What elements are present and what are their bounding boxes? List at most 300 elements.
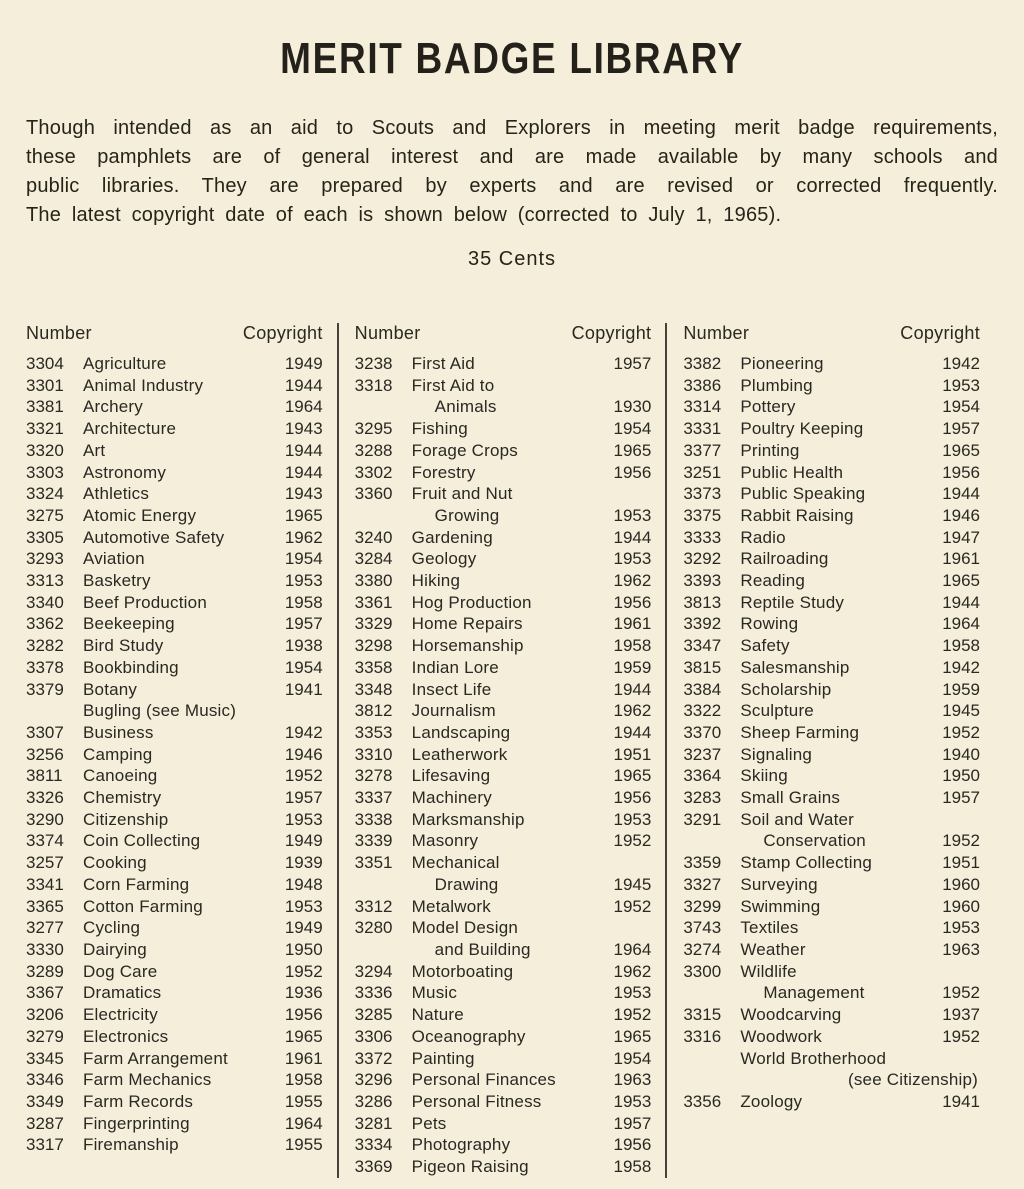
copyright-year: 1937: [942, 1005, 981, 1025]
table-row: [683, 896, 980, 918]
copyright-year: 1965: [284, 505, 323, 525]
badge-number: 3284: [354, 549, 393, 569]
table-row: [26, 830, 323, 852]
badge-number: 3275: [26, 505, 64, 525]
copyright-year: 1952: [613, 831, 652, 851]
copyright-year: 1944: [613, 679, 652, 699]
table-row: [683, 462, 980, 484]
badge-number: 3257: [26, 853, 64, 873]
badge-name: Safety: [740, 636, 790, 656]
table-row: [26, 896, 323, 918]
table-row: [26, 353, 323, 375]
table-row: [26, 505, 323, 527]
copyright-year: [938, 809, 980, 831]
badge-number: 3298: [354, 636, 393, 656]
badge-name: Lifesaving: [411, 766, 491, 786]
table-row: [26, 852, 323, 874]
badge-name: Personal Finances: [411, 1070, 556, 1090]
table-row: [355, 982, 652, 1004]
badge-number: 3283: [683, 788, 722, 808]
table-row: [355, 744, 652, 766]
badge-number: 3281: [354, 1113, 393, 1133]
badge-number: 3322: [683, 701, 722, 721]
copyright-year: 1950: [284, 939, 323, 959]
copyright-year: 1944: [284, 440, 323, 460]
copyright-year: 1953: [942, 918, 981, 938]
badge-name: Radio: [740, 527, 786, 547]
badge-name: Chemistry: [83, 788, 162, 808]
copyright-year: [938, 961, 980, 983]
badge-name: Woodwork: [740, 1026, 822, 1046]
copyright-year: 1958: [613, 1157, 652, 1177]
badge-number: 3312: [354, 896, 393, 916]
badge-name: Astronomy: [83, 462, 167, 482]
badge-number: 3333: [683, 527, 722, 547]
badge-number: 3291: [683, 809, 722, 829]
table-row: [355, 613, 652, 635]
copyright-year: 1944: [942, 592, 981, 612]
badge-number: 3336: [354, 983, 393, 1003]
copyright-year: 1957: [613, 1113, 652, 1133]
copyright-year: 1964: [942, 614, 981, 634]
copyright-year: 1948: [284, 874, 323, 894]
copyright-year: 1957: [613, 354, 652, 373]
table-row: [355, 505, 652, 527]
copyright-year: 1962: [284, 527, 323, 547]
copyright-year: 1953: [284, 809, 323, 829]
badge-name: Sculpture: [740, 701, 814, 721]
copyright-year: 1965: [942, 571, 981, 591]
badge-number: 3301: [26, 375, 64, 395]
badge-name: Rabbit Raising: [740, 505, 854, 525]
title-area: [0, 0, 1024, 84]
badge-number: 3375: [683, 505, 722, 525]
copyright-year: 1965: [942, 440, 981, 460]
table-row: [355, 1004, 652, 1026]
badge-name: Electronics: [83, 1026, 169, 1046]
copyright-year: 1959: [613, 657, 652, 677]
copyright-year: 1941: [284, 679, 323, 699]
badge-name: Growing: [434, 505, 500, 525]
copyright-year: 1958: [942, 636, 981, 656]
badge-name: Cycling: [83, 918, 141, 938]
badge-number: [683, 830, 740, 852]
copyright-year: 1955: [284, 1091, 323, 1111]
column-header: [26, 323, 323, 344]
badge-number: 3303: [26, 462, 64, 482]
badge-number: 3815: [683, 657, 722, 677]
badge-number: 3349: [26, 1091, 64, 1111]
copyright-year: 1954: [613, 419, 652, 439]
table-row: [26, 1048, 323, 1070]
badge-name: Marksmanship: [411, 809, 525, 829]
copyright-year: 1949: [284, 918, 323, 938]
badge-name: Fingerprinting: [83, 1113, 190, 1133]
badge-name: Salesmanship: [740, 657, 850, 677]
badge-name: Mechanical: [411, 853, 500, 873]
table-row: [683, 809, 980, 831]
badge-name: Business: [83, 722, 154, 742]
page-title: MERIT BADGE LIBRARY: [280, 34, 744, 83]
column-rows: [355, 353, 652, 1178]
column-header: [355, 323, 652, 344]
table-row: [683, 418, 980, 440]
copyright-year: 1942: [284, 722, 323, 742]
badge-name: Camping: [83, 744, 153, 764]
badge-name: and Building: [434, 939, 531, 959]
copyright-year: [938, 1048, 980, 1070]
badge-name: Farm Records: [83, 1091, 194, 1111]
badge-number: 3317: [26, 1135, 64, 1155]
table-row: [683, 961, 980, 983]
copyright-year: 1956: [613, 462, 652, 482]
badge-number: 3314: [683, 397, 722, 417]
badge-name: Firemanship: [83, 1135, 179, 1155]
badge-name: Plumbing: [740, 375, 813, 395]
badge-number: 3392: [683, 614, 722, 634]
badge-name: Bugling (see Music): [83, 701, 237, 721]
badge-name: Motorboating: [411, 961, 514, 981]
badge-number: 3358: [354, 657, 393, 677]
copyright-year: 1949: [284, 831, 323, 851]
table-row: [683, 1048, 980, 1070]
column-header-number: Number: [354, 323, 421, 343]
badge-number: [26, 700, 83, 722]
table-row: [683, 852, 980, 874]
badge-number: 3306: [354, 1026, 393, 1046]
badge-number: 3381: [26, 397, 64, 417]
table-row: [355, 679, 652, 701]
copyright-year: 1946: [284, 744, 323, 764]
copyright-year: 1958: [284, 1070, 323, 1090]
copyright-year: [609, 375, 651, 397]
copyright-year: 1962: [613, 571, 652, 591]
badge-number: 3256: [26, 744, 64, 764]
badge-name: Coin Collecting: [83, 831, 201, 851]
copyright-year: 1962: [613, 701, 652, 721]
badge-name: Horsemanship: [411, 636, 524, 656]
table-row: [683, 440, 980, 462]
copyright-year: 1957: [942, 788, 981, 808]
copyright-year: 1942: [942, 657, 981, 677]
badge-name: Forage Crops: [411, 440, 519, 460]
table-row: [355, 353, 652, 375]
table-row: [26, 548, 323, 570]
badge-number: 3382: [683, 354, 722, 373]
badge-number: 3329: [354, 614, 393, 634]
table-row: [355, 1091, 652, 1113]
table-row: [683, 396, 980, 418]
copyright-year: 1965: [613, 766, 652, 786]
badge-name: First Aid: [411, 354, 475, 373]
badge-name: Corn Farming: [83, 874, 190, 894]
badge-number: 3326: [26, 788, 64, 808]
copyright-year: 1965: [613, 440, 652, 460]
badge-name: Woodcarving: [740, 1005, 842, 1025]
copyright-year: 1951: [613, 744, 652, 764]
badge-number: 3305: [26, 527, 64, 547]
table-row: [355, 1069, 652, 1091]
badge-number: 3384: [683, 679, 722, 699]
badge-number: 3360: [354, 484, 393, 504]
copyright-year: 1938: [284, 636, 323, 656]
table-row: [355, 765, 652, 787]
badge-name: Reptile Study: [740, 592, 845, 612]
table-row: [683, 353, 980, 375]
badge-name: Aviation: [83, 549, 145, 569]
badge-number: 3315: [683, 1005, 722, 1025]
badge-name: Farm Arrangement: [83, 1048, 228, 1068]
badge-name: Metalwork: [411, 896, 491, 916]
table-row: [683, 592, 980, 614]
column-header-copyright: Copyright: [571, 323, 652, 343]
badge-name: Journalism: [411, 701, 496, 721]
copyright-year: 1953: [942, 375, 981, 395]
badge-name: Zoology: [740, 1091, 803, 1111]
badge-number: [683, 1048, 740, 1070]
copyright-year: 1959: [942, 679, 981, 699]
badge-name: Agriculture: [83, 354, 167, 373]
copyright-year: 1952: [942, 831, 981, 851]
badge-number: 3346: [26, 1070, 64, 1090]
badge-number: 3813: [683, 592, 722, 612]
badge-name: Nature: [411, 1005, 464, 1025]
table-row: [683, 1091, 980, 1113]
badge-number: 3377: [683, 440, 722, 460]
copyright-year: 1956: [942, 462, 981, 482]
badge-name: World Brotherhood: [740, 1048, 887, 1068]
table-row: [355, 635, 652, 657]
badge-name: Public Health: [740, 462, 844, 482]
table-row: [683, 635, 980, 657]
table-row: [355, 1156, 652, 1178]
badge-name: Wildlife: [740, 961, 797, 981]
badge-name: Photography: [411, 1135, 511, 1155]
badge-name: Forestry: [411, 462, 476, 482]
badge-number: 3339: [354, 831, 393, 851]
badge-number: 3361: [354, 592, 393, 612]
badge-number: 3370: [683, 722, 722, 742]
badge-name: Dog Care: [83, 961, 158, 981]
table-row: [355, 939, 652, 961]
badge-name: Masonry: [411, 831, 479, 851]
badge-number: 3313: [26, 571, 64, 591]
badge-number: 3290: [26, 809, 64, 829]
badge-number: 3347: [683, 636, 722, 656]
badge-name: Bird Study: [83, 636, 164, 656]
table-row: [26, 679, 323, 701]
badge-name: Swimming: [740, 896, 821, 916]
table-row: [355, 874, 652, 896]
table-row: [355, 462, 652, 484]
badge-name: Dairying: [83, 939, 147, 959]
table-row: [355, 830, 652, 852]
badge-number: 3374: [26, 831, 64, 851]
column-header-copyright: Copyright: [242, 323, 323, 343]
badge-name: Public Speaking: [740, 484, 866, 504]
table-row: [26, 917, 323, 939]
copyright-year: 1951: [942, 853, 981, 873]
badge-name: Personal Fitness: [411, 1091, 542, 1111]
badge-number: [683, 982, 740, 1004]
table-row: [26, 1069, 323, 1091]
badge-number: 3321: [26, 419, 64, 439]
badge-number: 3288: [354, 440, 393, 460]
badge-number: 3277: [26, 918, 64, 938]
table-row: [683, 527, 980, 549]
badge-number: 3340: [26, 592, 64, 612]
copyright-year: 1946: [942, 505, 981, 525]
badge-number: 3372: [354, 1048, 393, 1068]
copyright-year: 1953: [613, 809, 652, 829]
badge-number: 3237: [683, 744, 722, 764]
copyright-year: [609, 852, 651, 874]
badge-name: Dramatics: [83, 983, 162, 1003]
badge-name: Stamp Collecting: [740, 853, 873, 873]
badge-name: Cooking: [83, 853, 147, 873]
badge-number: [355, 505, 412, 527]
table-row: [355, 1048, 652, 1070]
badge-name: (see Citizenship): [848, 1070, 979, 1090]
badge-name: Surveying: [740, 874, 818, 894]
badge-name: Canoeing: [83, 766, 158, 786]
badge-number: [355, 396, 412, 418]
table-row: [683, 679, 980, 701]
badge-number: 3351: [354, 853, 393, 873]
badge-name: Citizenship: [83, 809, 169, 829]
copyright-year: 1962: [613, 961, 652, 981]
copyright-year: [609, 917, 651, 939]
table-row: [26, 1091, 323, 1113]
badge-name: Pioneering: [740, 354, 824, 373]
badge-name: Botany: [83, 679, 138, 699]
table-row: [683, 375, 980, 397]
table-row: [355, 787, 652, 809]
copyright-year: 1960: [942, 896, 981, 916]
badge-name: Athletics: [83, 484, 150, 504]
badge-number: 3302: [354, 462, 393, 482]
copyright-year: 1953: [284, 896, 323, 916]
copyright-year: 1941: [942, 1091, 981, 1111]
table-row: [26, 592, 323, 614]
copyright-year: 1950: [942, 766, 981, 786]
badge-name: Soil and Water: [740, 809, 855, 829]
copyright-year: 1961: [942, 549, 981, 569]
copyright-year: 1961: [284, 1048, 323, 1068]
copyright-year: 1958: [284, 592, 323, 612]
copyright-year: 1952: [284, 961, 323, 981]
badge-column-2: [337, 323, 666, 1178]
badge-name: Indian Lore: [411, 657, 499, 677]
badge-name: Railroading: [740, 549, 829, 569]
table-row: [26, 527, 323, 549]
badge-number: 3393: [683, 571, 722, 591]
badge-number: 3286: [354, 1091, 393, 1111]
badge-name: Scholarship: [740, 679, 832, 699]
copyright-year: 1956: [613, 1135, 652, 1155]
table-row: [355, 527, 652, 549]
column-rows: [683, 353, 980, 1113]
badge-number: 3292: [683, 549, 722, 569]
table-row: [355, 961, 652, 983]
copyright-year: 1952: [942, 1026, 981, 1046]
table-row: [355, 852, 652, 874]
copyright-year: 1952: [942, 983, 981, 1003]
copyright-year: 1960: [942, 874, 981, 894]
badge-number: 3345: [26, 1048, 64, 1068]
badge-number: 3331: [683, 419, 722, 439]
badge-number: 3379: [26, 679, 64, 699]
badge-name: Pigeon Raising: [411, 1157, 529, 1177]
badge-number: 3279: [26, 1026, 64, 1046]
badge-name: Automotive Safety: [83, 527, 225, 547]
copyright-year: 1953: [613, 549, 652, 569]
copyright-year: 1955: [284, 1135, 323, 1155]
badge-number: 3274: [683, 939, 722, 959]
copyright-year: 1965: [284, 1026, 323, 1046]
badge-number: 3811: [26, 766, 63, 786]
copyright-year: 1944: [942, 484, 981, 504]
badge-name: Conservation: [763, 831, 866, 851]
copyright-year: 1954: [284, 549, 323, 569]
badge-number: 3304: [26, 354, 64, 373]
badge-name: Gardening: [411, 527, 493, 547]
badge-name: Basketry: [83, 571, 151, 591]
table-row: [355, 396, 652, 418]
intro-line: The latest copyright date of each is shown below (corrected to July 1, 1965).: [26, 204, 782, 226]
badge-number: 3280: [354, 918, 393, 938]
badge-number: 3282: [26, 636, 64, 656]
badge-name: Rowing: [740, 614, 799, 634]
copyright-year: 1945: [613, 874, 652, 894]
badge-name: Poultry Keeping: [740, 419, 864, 439]
copyright-year: 1963: [613, 1070, 652, 1090]
badge-name: Oceanography: [411, 1026, 526, 1046]
badge-name: Model Design: [411, 918, 519, 938]
table-row: [683, 917, 980, 939]
badge-number: 3362: [26, 614, 64, 634]
badge-name: Farm Mechanics: [83, 1070, 212, 1090]
copyright-year: 1930: [613, 397, 652, 417]
badge-name: Geology: [411, 549, 477, 569]
copyright-year: 1954: [942, 397, 981, 417]
badge-name: Management: [763, 983, 865, 1003]
column-header-number: Number: [26, 323, 92, 343]
badge-number: 3367: [26, 983, 64, 1003]
badge-number: [683, 1069, 740, 1091]
table-row: [26, 396, 323, 418]
intro-line: Though intended as an aid to Scouts and Explorers in meeting merit badge requirements,: [26, 117, 998, 139]
badge-number: 3337: [354, 788, 393, 808]
copyright-year: 1956: [613, 592, 652, 612]
copyright-year: 1952: [942, 722, 981, 742]
table-row: [683, 657, 980, 679]
badge-number: 3356: [683, 1091, 722, 1111]
badge-number: 3251: [683, 462, 722, 482]
column-header-copyright: Copyright: [900, 323, 981, 343]
badge-name: Hog Production: [411, 592, 532, 612]
copyright-year: 1953: [613, 1091, 652, 1111]
badge-number: 3359: [683, 853, 722, 873]
copyright-year: 1944: [284, 375, 323, 395]
column-header-number: Number: [683, 323, 750, 343]
table-row: [683, 548, 980, 570]
copyright-year: 1944: [613, 722, 652, 742]
copyright-year: 1964: [284, 1113, 323, 1133]
table-row: [26, 744, 323, 766]
badge-number: 3295: [354, 419, 393, 439]
table-row: [26, 375, 323, 397]
